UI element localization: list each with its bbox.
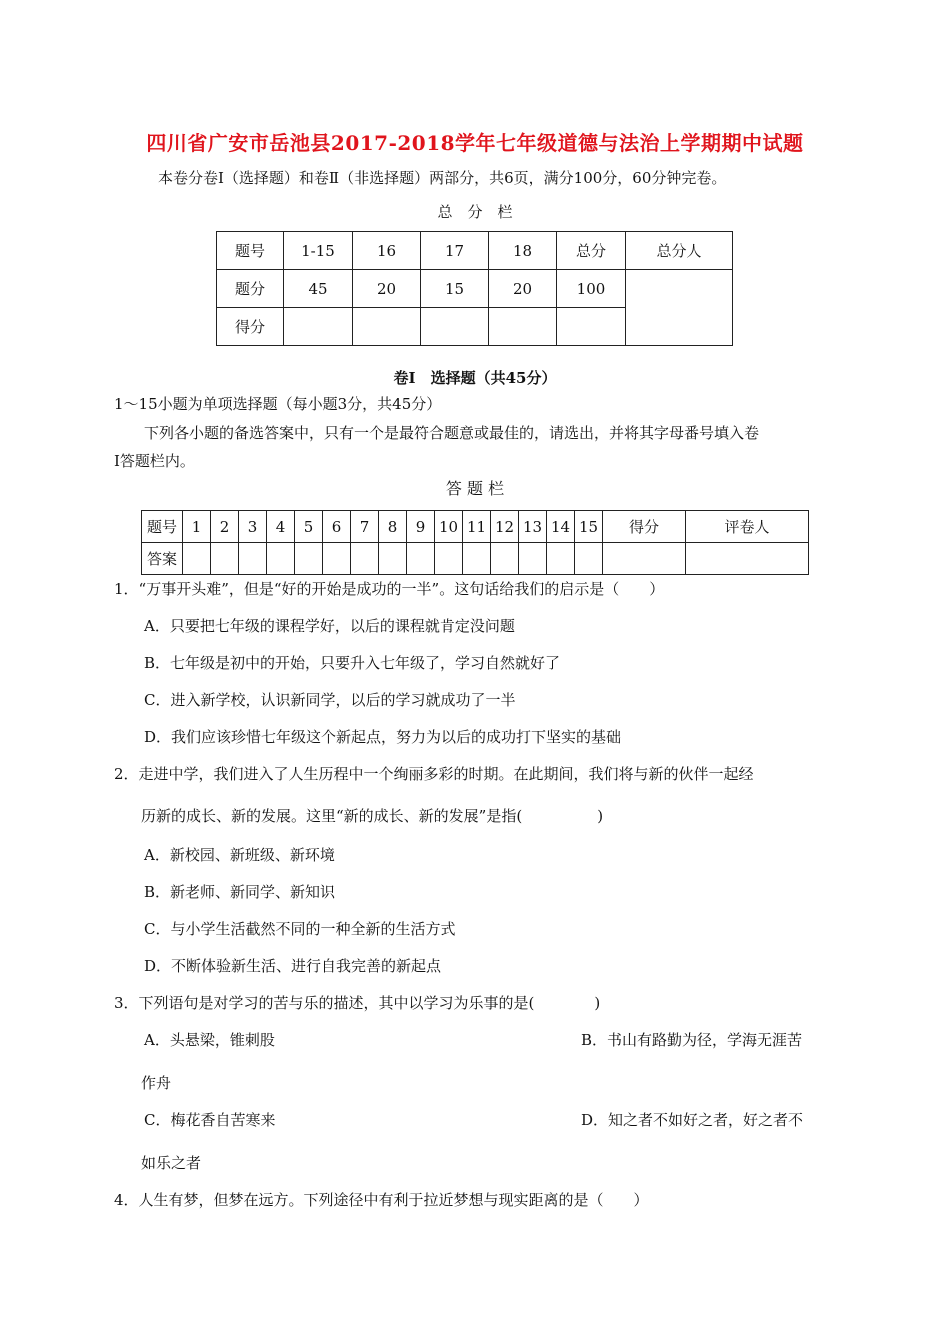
instruction-line-1: 下列各小题的备选答案中，只有一个是最符合题意或最佳的，请选出，并将其字母番号填入卷 bbox=[144, 424, 760, 442]
exam-intro: 本卷分卷Ⅰ（选择题）和卷Ⅱ（非选择题）两部分，共6页，满分100分，60分钟完卷。 bbox=[158, 169, 727, 187]
answer-table-caption: 答 题 栏 bbox=[445, 479, 505, 498]
answer-blank[interactable] bbox=[435, 543, 463, 575]
answer-blank[interactable] bbox=[575, 543, 603, 575]
question-number-cell: 2 bbox=[211, 511, 239, 543]
earned-blank[interactable] bbox=[284, 308, 353, 346]
section-title: 卷Ⅰ 选择题（共45分） bbox=[393, 369, 557, 387]
question-number-cell: 9 bbox=[407, 511, 435, 543]
score-table-points-cell: 20 bbox=[353, 270, 421, 308]
score-table-header-cell: 总分 bbox=[557, 232, 626, 270]
score-blank[interactable] bbox=[603, 543, 686, 575]
question-number-cell: 10 bbox=[435, 511, 463, 543]
score-table-points-cell: 45 bbox=[284, 270, 353, 308]
score-table-points-cell: 20 bbox=[489, 270, 557, 308]
question-stem-continued: 历新的成长、新的发展。这里“新的成长、新的发展”是指( ) bbox=[141, 807, 604, 825]
question-option: C．进入新学校，认识新同学，以后的学习就成功了一半 bbox=[144, 691, 516, 709]
question-number-cell: 3 bbox=[239, 511, 267, 543]
page-title: 四川省广安市岳池县2017-2018学年七年级道德与法治上学期期中试题 bbox=[146, 131, 804, 155]
question-stem: 3．下列语句是对学习的苦与乐的描述，其中以学习为乐事的是( ) bbox=[114, 994, 601, 1012]
grader-blank[interactable] bbox=[686, 543, 809, 575]
total-scorer-blank[interactable] bbox=[626, 270, 733, 346]
answer-blank[interactable] bbox=[211, 543, 239, 575]
score-table-points-cell: 题分 bbox=[217, 270, 284, 308]
answer-blank[interactable] bbox=[407, 543, 435, 575]
question-option: B．七年级是初中的开始，只要升入七年级了，学习自然就好了 bbox=[144, 654, 561, 672]
question-stem: 1．“万事开头难”，但是“好的开始是成功的一半”。这句话给我们的启示是（ ） bbox=[114, 580, 665, 598]
question-number-cell: 6 bbox=[323, 511, 351, 543]
score-table-header-cell: 18 bbox=[489, 232, 557, 270]
score-table-caption: 总 分 栏 bbox=[437, 203, 513, 221]
answer-table-score-label: 得分 bbox=[603, 511, 686, 543]
question-stem: 4．人生有梦，但梦在远方。下列途径中有利于拉近梦想与现实距离的是（ ） bbox=[114, 1191, 649, 1209]
question-number-cell: 12 bbox=[491, 511, 519, 543]
question-stem: 2．走进中学，我们进入了人生历程中一个绚丽多彩的时期。在此期间，我们将与新的伙伴一起经 bbox=[114, 765, 754, 783]
score-table bbox=[216, 231, 733, 346]
question-option-continued: 作舟 bbox=[141, 1074, 172, 1092]
answer-blank[interactable] bbox=[491, 543, 519, 575]
score-table-header-cell: 16 bbox=[353, 232, 421, 270]
score-table-header-cell: 题号 bbox=[217, 232, 284, 270]
answer-blank[interactable] bbox=[547, 543, 575, 575]
question-option: C．与小学生活截然不同的一种全新的生活方式 bbox=[144, 920, 456, 938]
question-option: B．新老师、新同学、新知识 bbox=[144, 883, 336, 901]
question-number-cell: 14 bbox=[547, 511, 575, 543]
answer-blank[interactable] bbox=[519, 543, 547, 575]
answer-blank[interactable] bbox=[351, 543, 379, 575]
question-number-cell: 7 bbox=[351, 511, 379, 543]
question-option: A．新校园、新班级、新环境 bbox=[144, 846, 335, 864]
score-table-header-cell: 总分人 bbox=[626, 232, 733, 270]
earned-blank[interactable] bbox=[353, 308, 421, 346]
answer-blank[interactable] bbox=[267, 543, 295, 575]
earned-blank[interactable] bbox=[421, 308, 489, 346]
question-option: D．知之者不如好之者，好之者不 bbox=[581, 1111, 804, 1129]
score-table-header-cell: 1-15 bbox=[284, 232, 353, 270]
question-option: A．只要把七年级的课程学好，以后的课程就肯定没问题 bbox=[144, 617, 515, 635]
section-note: 1～15小题为单项选择题（每小题3分，共45分） bbox=[114, 395, 442, 413]
answer-blank[interactable] bbox=[323, 543, 351, 575]
question-option: A．头悬梁，锥刺股 bbox=[144, 1031, 275, 1049]
earned-blank[interactable] bbox=[489, 308, 557, 346]
question-number-cell: 15 bbox=[575, 511, 603, 543]
question-option: D．不断体验新生活、进行自我完善的新起点 bbox=[144, 957, 442, 975]
answer-blank[interactable] bbox=[295, 543, 323, 575]
question-number-cell: 13 bbox=[519, 511, 547, 543]
earned-blank[interactable] bbox=[557, 308, 626, 346]
question-number-cell: 5 bbox=[295, 511, 323, 543]
question-option-continued: 如乐之者 bbox=[141, 1154, 202, 1172]
question-number-cell: 1 bbox=[183, 511, 211, 543]
question-option: D．我们应该珍惜七年级这个新起点，努力为以后的成功打下坚实的基础 bbox=[144, 728, 622, 746]
answer-blank[interactable] bbox=[239, 543, 267, 575]
score-table-points-cell: 100 bbox=[557, 270, 626, 308]
answer-blank[interactable] bbox=[463, 543, 491, 575]
score-table-header-cell: 17 bbox=[421, 232, 489, 270]
answer-table-row-label: 题号 bbox=[142, 511, 183, 543]
answer-table-grader-label: 评卷人 bbox=[686, 511, 809, 543]
score-table-earned-label: 得分 bbox=[217, 308, 284, 346]
score-table-points-cell: 15 bbox=[421, 270, 489, 308]
answer-blank[interactable] bbox=[183, 543, 211, 575]
question-number-cell: 8 bbox=[379, 511, 407, 543]
instruction-line-2: Ⅰ答题栏内。 bbox=[114, 452, 195, 470]
question-number-cell: 11 bbox=[463, 511, 491, 543]
answer-table-row-label: 答案 bbox=[142, 543, 183, 575]
question-option: C．梅花香自苦寒来 bbox=[144, 1111, 276, 1129]
question-number-cell: 4 bbox=[267, 511, 295, 543]
question-option: B．书山有路勤为径，学海无涯苦 bbox=[581, 1031, 803, 1049]
answer-table bbox=[141, 510, 809, 575]
answer-blank[interactable] bbox=[379, 543, 407, 575]
